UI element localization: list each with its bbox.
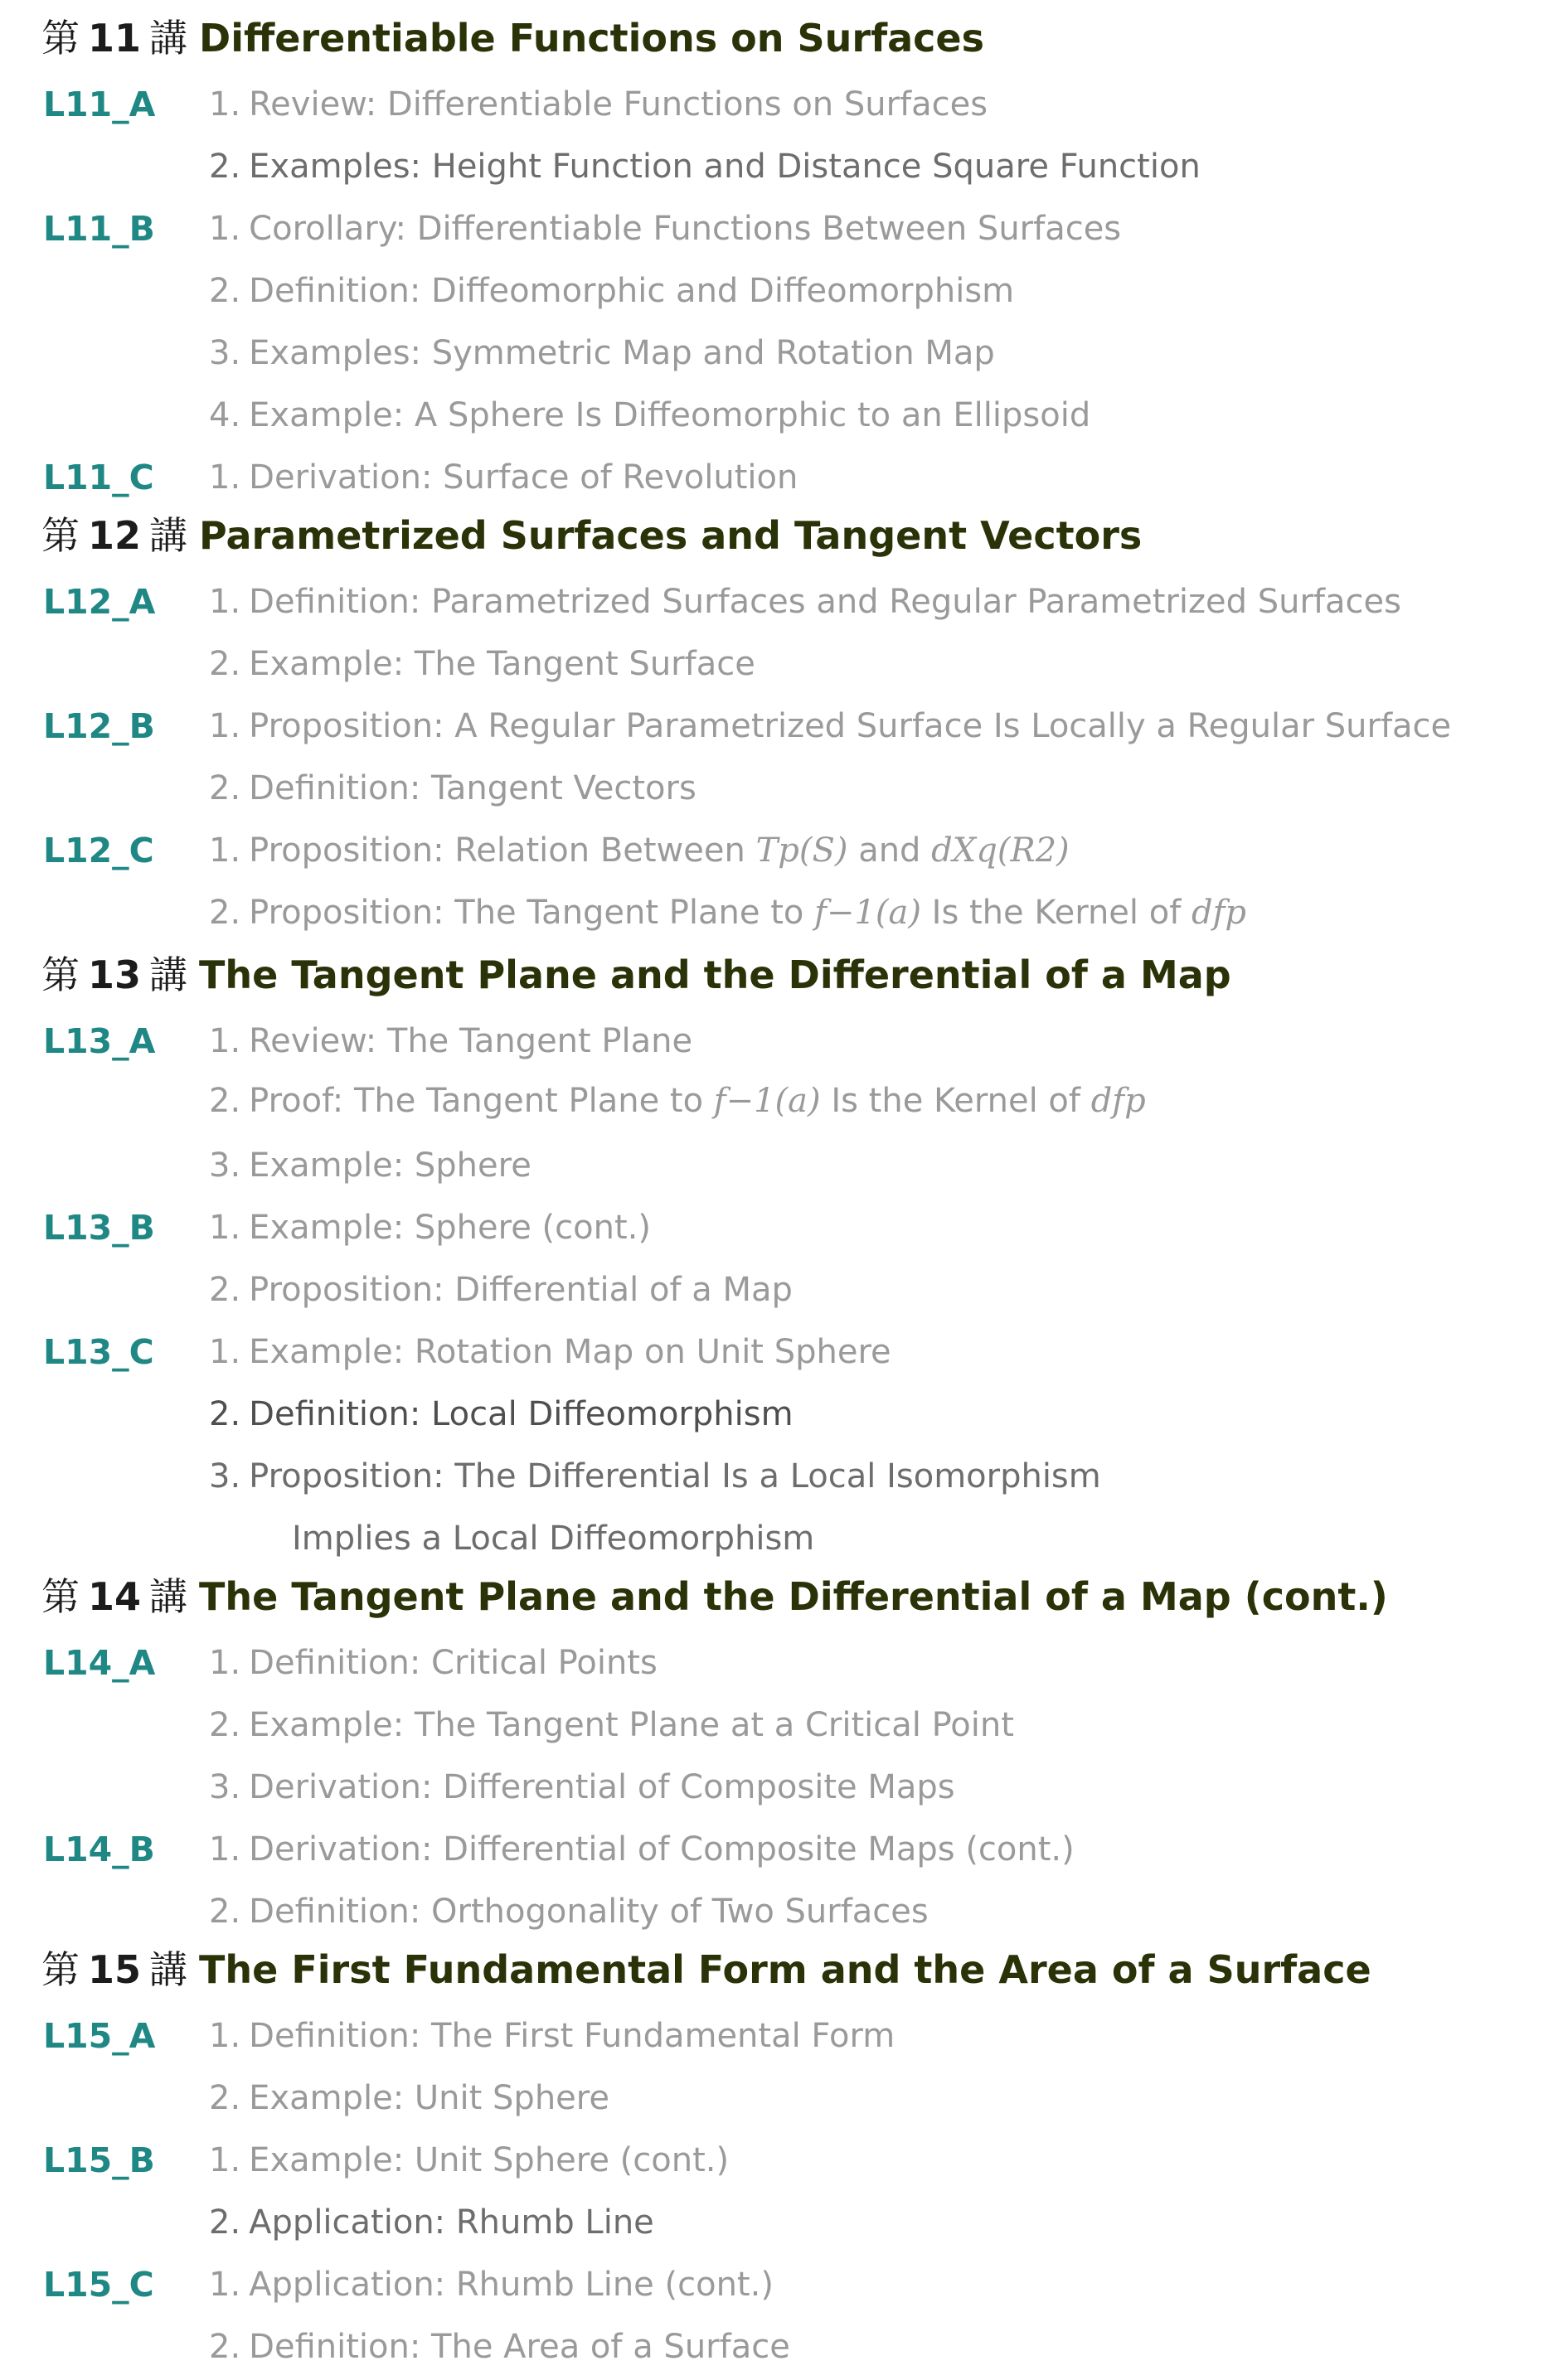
item-text: Examples: Symmetric Map and Rotation Map (249, 334, 995, 372)
chapter-word: 講 (149, 1947, 188, 1992)
lecture-code[interactable]: L13_C (43, 1332, 154, 1372)
lecture-item[interactable] (209, 1452, 1101, 1501)
chapter-heading (41, 1945, 1371, 1995)
item-number: 2. (209, 894, 241, 932)
chapter-word: 第 (41, 952, 80, 997)
item-text: Is the Kernel of (831, 1082, 1080, 1120)
item-number: 3. (209, 334, 241, 372)
chapter-heading (41, 511, 1142, 560)
item-number: 1. (209, 1209, 241, 1247)
item-number: 1. (209, 831, 241, 870)
lecture-code[interactable]: L11_B (43, 209, 155, 249)
chapter-title: Parametrized Surfaces and Tangent Vectors (199, 513, 1143, 558)
lecture-code[interactable]: L15_C (43, 2265, 154, 2305)
lecture-item[interactable] (209, 1389, 794, 1439)
lecture-item[interactable] (209, 701, 1451, 751)
item-number: 1. (209, 1022, 241, 1060)
item-text: and (858, 831, 921, 870)
item-text: Definition: Orthogonality of Two Surfaces (249, 1893, 929, 1931)
item-number: 1. (209, 85, 241, 124)
chapter-number: 11 (88, 16, 142, 61)
chapter-word: 第 (41, 1947, 80, 1992)
lecture-item[interactable] (209, 1327, 891, 1377)
chapter-word: 第 (41, 513, 80, 558)
item-number: 2. (209, 2328, 241, 2366)
lecture-code[interactable]: L13_A (43, 1021, 156, 1061)
item-number: 2. (209, 769, 241, 807)
item-number: 1. (209, 707, 241, 745)
item-number: 2. (209, 1082, 241, 1120)
lecture-item[interactable] (209, 2322, 790, 2372)
item-text: Proposition: The Differential Is a Local Isomorphism (249, 1457, 1101, 1495)
item-text: Review: The Tangent Plane (249, 1022, 693, 1060)
item-text: Definition: The First Fundamental Form (249, 2017, 895, 2055)
item-link[interactable]: Differentiable Functions on Surfaces (386, 85, 988, 124)
item-number: 1. (209, 2266, 241, 2304)
chapter-word: 第 (41, 1574, 80, 1619)
lecture-item[interactable] (209, 390, 1090, 440)
lecture-item[interactable] (209, 328, 995, 378)
lecture-item[interactable] (209, 2135, 729, 2185)
item-text: Example: Unit Sphere (cont.) (249, 2141, 730, 2179)
chapter-heading (41, 1572, 1388, 1621)
lecture-item[interactable] (209, 453, 798, 502)
lecture-code[interactable]: L11_A (43, 85, 156, 124)
item-number: 2. (209, 2203, 241, 2242)
item-number: 2. (209, 645, 241, 683)
math-expression: dfp (1090, 1082, 1146, 1120)
item-number: 2. (209, 1395, 241, 1433)
lecture-code[interactable]: L12_C (43, 831, 154, 870)
item-text: Definition: The Area of a Surface (249, 2328, 790, 2366)
item-text: Example: Sphere (249, 1146, 531, 1185)
lecture-item[interactable] (209, 1265, 793, 1315)
item-number: 2. (209, 148, 241, 186)
item-number: 2. (209, 1893, 241, 1931)
item-text: Examples: Height Function and Distance Square Function (249, 148, 1201, 186)
item-number: 3. (209, 1457, 241, 1495)
item-text: Proposition: The Tangent Plane to (249, 894, 804, 932)
chapter-heading (41, 950, 1231, 1000)
lecture-item[interactable] (209, 826, 1070, 875)
lecture-item[interactable] (209, 888, 1246, 938)
lecture-item[interactable] (209, 2260, 774, 2310)
math-expression: f−1(a) (814, 894, 921, 932)
item-text: Definition: Tangent Vectors (249, 769, 696, 807)
item-number: 1. (209, 2141, 241, 2179)
item-number: 1. (209, 1830, 241, 1869)
item-number: 2. (209, 1706, 241, 1744)
lecture-item[interactable] (209, 577, 1401, 627)
lecture-code[interactable]: L14_B (43, 1830, 155, 1869)
chapter-title: The Tangent Plane and the Differential of a Map (cont.) (199, 1574, 1388, 1619)
item-text: Derivation: Differential of Composite Maps (cont.) (249, 1830, 1075, 1869)
lecture-item[interactable] (209, 2198, 654, 2247)
item-text: Is the Kernel of (931, 894, 1182, 932)
chapter-title: The First Fundamental Form and the Area of a Surface (199, 1947, 1371, 1992)
item-text: Definition: Parametrized Surfaces and Regular Parametrized Surfaces (249, 583, 1401, 621)
lecture-item[interactable] (209, 80, 988, 129)
lecture-item[interactable] (209, 1141, 531, 1190)
chapter-word: 講 (149, 1574, 188, 1619)
item-text: Definition: Critical Points (249, 1644, 658, 1682)
chapter-number: 15 (88, 1947, 142, 1992)
lecture-item[interactable] (209, 1076, 1146, 1126)
math-expression: dXq(R2) (931, 831, 1070, 870)
item-text: Example: The Tangent Surface (249, 645, 755, 683)
math-expression: dfp (1192, 894, 1247, 932)
item-number: 3. (209, 1146, 241, 1185)
lecture-code[interactable]: L15_B (43, 2140, 155, 2180)
math-expression: Tp(S) (755, 831, 848, 870)
chapter-number: 12 (88, 513, 142, 558)
item-number: 1. (209, 2017, 241, 2055)
chapter-number: 13 (88, 952, 142, 997)
item-number: 4. (209, 396, 241, 434)
item-text: Proposition: A Regular Parametrized Surface Is Locally a Regular Surface (249, 707, 1452, 745)
lecture-item[interactable] (209, 1700, 1014, 1750)
item-number: 1. (209, 1333, 241, 1371)
item-number: 2. (209, 272, 241, 310)
lecture-code[interactable]: L12_A (43, 582, 156, 622)
lecture-item[interactable] (209, 204, 1121, 254)
lecture-code[interactable]: L15_A (43, 2016, 156, 2056)
item-text: Derivation: Surface of Revolution (249, 458, 798, 497)
item-number: 1. (209, 1644, 241, 1682)
item-text: Definition: Local Diffeomorphism (249, 1395, 794, 1433)
item-text: Application: Rhumb Line (249, 2203, 654, 2242)
item-text: Proof: The Tangent Plane to (249, 1082, 704, 1120)
item-number: 3. (209, 1768, 241, 1806)
chapter-heading (41, 13, 984, 63)
lecture-item[interactable] (209, 2073, 609, 2123)
chapter-word: 第 (41, 16, 80, 61)
lecture-item[interactable] (209, 1203, 651, 1253)
item-text: Application: Rhumb Line (cont.) (249, 2266, 774, 2304)
lecture-item[interactable] (209, 763, 696, 813)
lecture-item[interactable] (209, 1638, 658, 1688)
lecture-code[interactable]: L13_B (43, 1208, 155, 1248)
lecture-item[interactable] (209, 1825, 1075, 1874)
lecture-item[interactable] (209, 266, 1014, 316)
item-text: Example: Rotation Map on Unit Sphere (249, 1333, 891, 1371)
chapter-title: Differentiable Functions on Surfaces (199, 16, 984, 61)
lecture-item[interactable] (209, 1762, 955, 1812)
math-expression: f−1(a) (713, 1082, 821, 1120)
item-text: Proposition: Relation Between (249, 831, 745, 870)
lecture-item[interactable] (209, 639, 755, 689)
item-text: Proposition: Differential of a Map (249, 1271, 793, 1309)
item-number: 2. (209, 2079, 241, 2117)
lecture-item[interactable] (209, 2011, 895, 2061)
item-text: Example: Unit Sphere (249, 2079, 609, 2117)
item-link[interactable]: Differentiable Functions Between Surfaces (416, 210, 1122, 248)
chapter-word: 講 (149, 513, 188, 558)
item-text: Derivation: Differential of Composite Maps (249, 1768, 955, 1806)
item-text: Definition: Diffeomorphic and Diffeomorphism (249, 272, 1015, 310)
chapter-word: 講 (149, 952, 188, 997)
chapter-number: 14 (88, 1574, 142, 1619)
item-number: 1. (209, 210, 241, 248)
chapter-title: The Tangent Plane and the Differential of a Map (199, 952, 1231, 997)
item-text: Example: The Tangent Plane at a Critical Point (249, 1706, 1014, 1744)
item-text: Corollary: (249, 210, 417, 248)
chapter-word: 講 (149, 16, 188, 61)
lecture-item[interactable] (209, 1016, 692, 1066)
item-number: 1. (209, 458, 241, 497)
lecture-code[interactable]: L11_C (43, 458, 154, 497)
lecture-item[interactable] (209, 142, 1201, 191)
item-text: Review: (249, 85, 387, 124)
lecture-item[interactable] (209, 1887, 929, 1936)
lecture-item-continuation[interactable]: Implies a Local Diffeomorphism (292, 1520, 815, 1558)
lecture-code[interactable]: L12_B (43, 706, 155, 746)
item-number: 2. (209, 1271, 241, 1309)
item-number: 1. (209, 583, 241, 621)
item-text: Example: A Sphere Is Diffeomorphic to an Ellipsoid (249, 396, 1091, 434)
item-text: Example: Sphere (cont.) (249, 1209, 651, 1247)
lecture-code[interactable]: L14_A (43, 1643, 156, 1683)
